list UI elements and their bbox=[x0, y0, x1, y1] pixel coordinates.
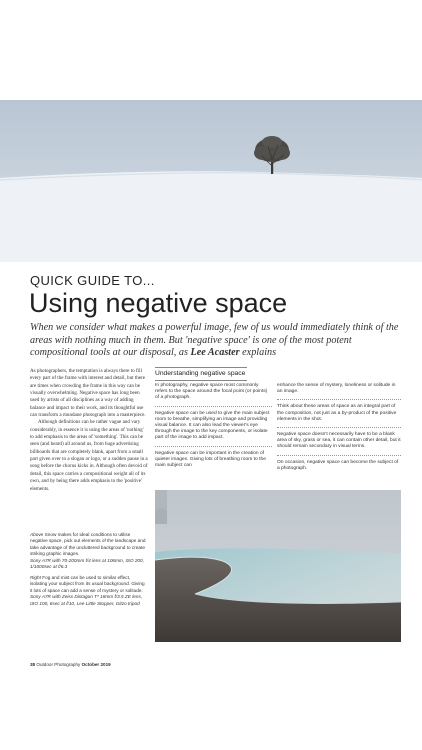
panel-col1-para-1: In photography, negative space most commonly refers to the space around the focal point (or points) of a photograph. bbox=[155, 383, 268, 401]
body-column bbox=[30, 368, 148, 493]
caption-right bbox=[30, 575, 146, 607]
caption-above-tech: Sony A7R with 70-200mm f/4 lens at 106mm, ISO 200, 1/1000sec at f/6.3 bbox=[30, 557, 144, 570]
standfirst-tail: explains bbox=[239, 347, 277, 359]
foggy-lake-photo bbox=[155, 490, 401, 642]
standfirst-text: When we consider what makes a powerful image, few of us would immediately think of the areas with nothing much in them. But 'negative space' is one of the most potent compositional tools at our disposal, as bbox=[30, 322, 399, 359]
panel-col1-para-2: Negative space can be used to give the main subject room to breathe, simplifying an image and providing visual balance. It can also lead the viewer's eye through the image to the key components, or isolate part of the image to add impact. bbox=[155, 410, 270, 441]
panel-divider bbox=[277, 399, 401, 400]
panel-divider bbox=[155, 446, 272, 447]
panel-top-rule bbox=[155, 367, 247, 368]
panel-col2-para-4: On occasion, negative space can become the subject of a photograph. bbox=[277, 459, 399, 471]
caption-right-tech: Sony A7R with Zeiss Distagon T* 18mm f/3.5 ZE lens, ISO 100, 6sec at f/10, Lee Little Stopper, Gitzo tripod bbox=[30, 594, 143, 606]
panel-col2-para-1: enhance the sense of mystery, loneliness or solitude in an image. bbox=[277, 383, 396, 395]
headline: Using negative space bbox=[29, 288, 288, 318]
standfirst-author: Lee Acaster bbox=[190, 347, 240, 359]
photo-captions bbox=[30, 532, 146, 611]
panel-title: Understanding negative space bbox=[155, 370, 246, 377]
body-paragraph-1: As photographers, the temptation is always there to fill every part of the frame with interest and detail, but there are times when crowding the frame in this way can be visually overwhelming. Negative space has long been used by artists of all disciplines as a way of adding balance and impact to their work, and its thoughtful use can transform a mundane photograph into a masterpiece. bbox=[30, 368, 146, 419]
standfirst bbox=[30, 322, 400, 360]
tree-icon bbox=[254, 136, 290, 174]
page-number: 38 bbox=[30, 662, 36, 667]
caption-right-text: Fog and mist can be used to similar effect, isolating your subject from its usual background. Giving it lots of space can add a sense of mystery or solitude. bbox=[30, 574, 145, 593]
kicker: QUICK GUIDE TO... bbox=[30, 273, 155, 288]
panel-col2-para-2: Think about these areas of space as an integral part of the composition, not just as a by-product of the positive elements in the shot. bbox=[277, 404, 397, 422]
panel-col1-para-3: Negative space can be important in the creation of quieter images. Giving lots of breathing room to the main subject can bbox=[155, 450, 266, 469]
body-paragraph-2: Although definitions can be rather vague and vary considerably, in essence it is using the areas of 'nothing' to add emphasis to the areas of 'something'. This can be seen (and heard) all around us, from huge advertising billboards that are completely blank, apart from a small part given over to a slogan or logo, or a sudden pause in a song before the chorus kicks in. Although often devoid of detail, this space carries a compositional weight all of its own, and by being there adds emphasis to the 'positive' elements. bbox=[30, 419, 148, 492]
panel-divider bbox=[155, 406, 272, 407]
panel-column-1 bbox=[155, 383, 272, 469]
panel-divider bbox=[277, 455, 401, 456]
panel-title-rule bbox=[155, 380, 247, 381]
panel-divider bbox=[277, 427, 401, 428]
issue-date: October 2019 bbox=[81, 662, 111, 667]
snow-tree-illustration bbox=[0, 100, 422, 262]
snow-tree-photo bbox=[0, 100, 422, 262]
caption-right-label: Right bbox=[30, 574, 41, 580]
panel-col2-para-3: Negative space doesn't necessarily have to be a blank area of sky, grass or sea, it can contain other detail, but it should remain secondary in visual terms. bbox=[277, 432, 401, 450]
page-folio bbox=[30, 662, 111, 667]
caption-above-text: Snow makes for ideal conditions to utilise negative space, pick out elements of the landscape and take advantage of the uncluttered background to create striking graphic images. bbox=[30, 532, 146, 557]
panel-column-2 bbox=[277, 383, 401, 472]
caption-above bbox=[30, 532, 146, 571]
magazine-name: Outdoor Photography bbox=[35, 662, 82, 667]
foggy-lake-illustration bbox=[155, 490, 401, 642]
caption-above-label: Above bbox=[30, 532, 44, 537]
